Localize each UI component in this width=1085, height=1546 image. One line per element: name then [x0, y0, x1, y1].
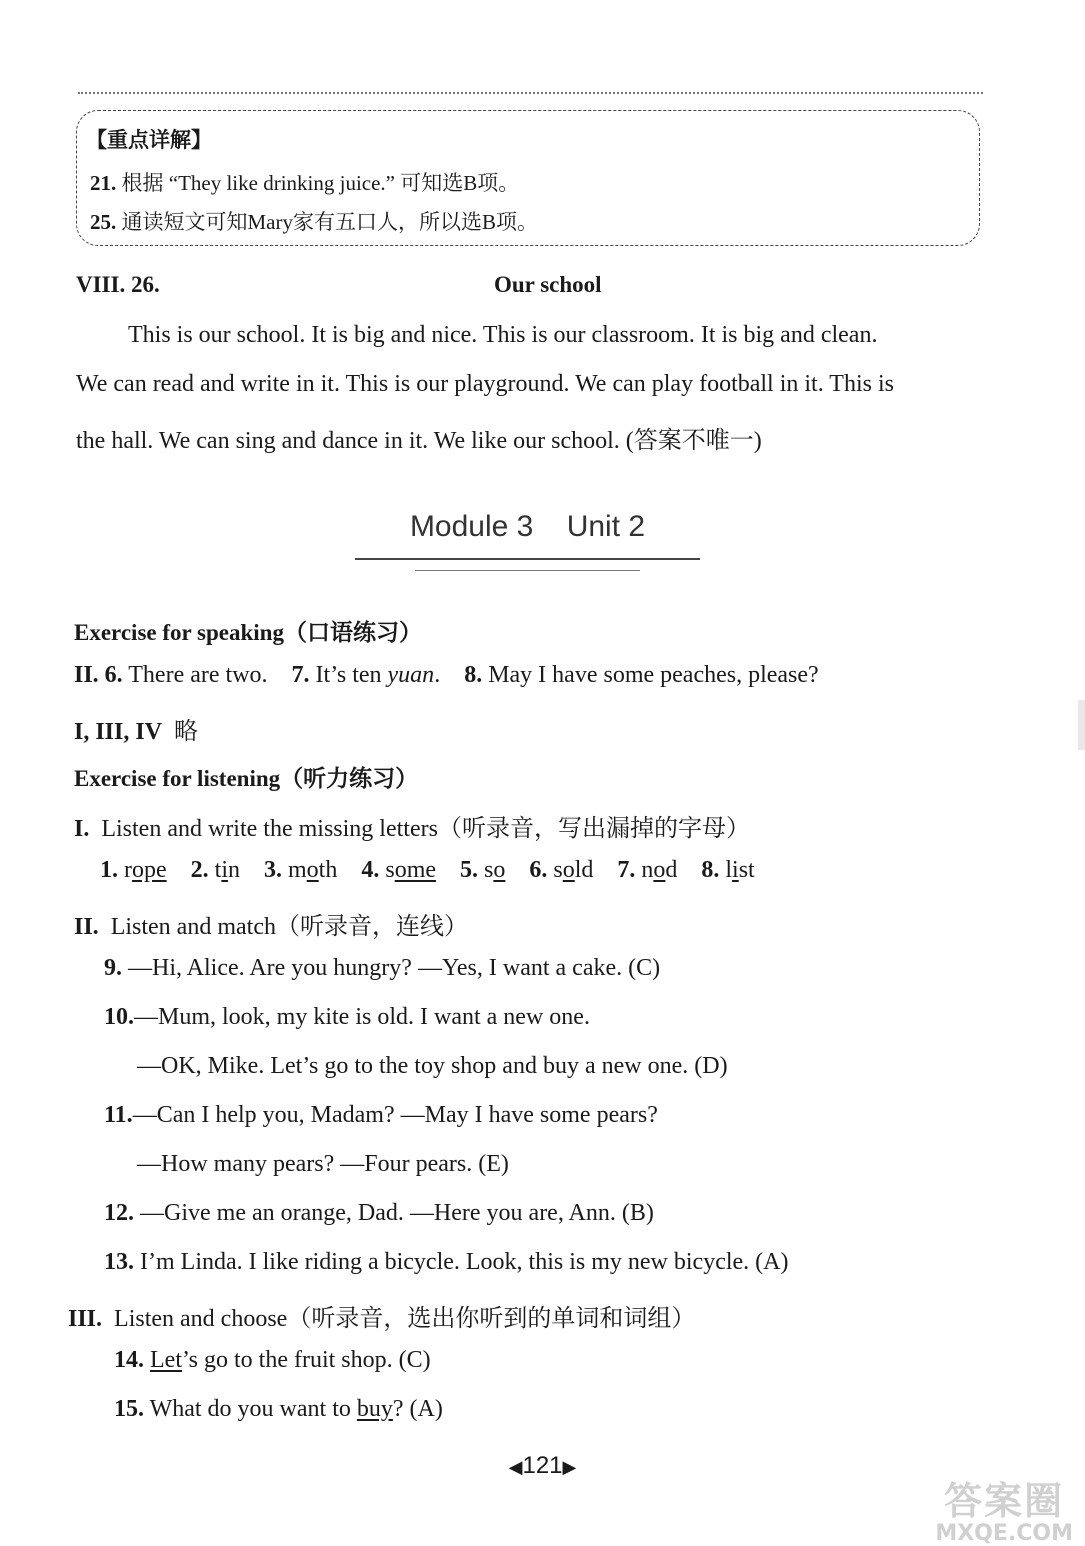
page-right-arrow-icon: ▶ — [562, 1457, 577, 1477]
essay-line-3: the hall. We can sing and dance in it. We like our school. (答案不唯一) — [76, 428, 762, 454]
missing-letters-answers — [100, 857, 779, 884]
speaking-heading: Exercise for speaking（口语练习） — [74, 620, 422, 645]
answer-12: 12. —Give me an orange, Dad. —Here you are, Ann. (B) — [104, 1200, 654, 1226]
answer-11-reply: —How many pears? —Four pears. (E) — [137, 1151, 509, 1177]
page-number: ◀121▶ — [508, 1452, 577, 1479]
speaking-other-answers: I, III, IV 略 — [74, 719, 199, 745]
word-suffix: th — [318, 857, 338, 883]
essay-line-1: This is our school. It is big and nice. This is our classroom. It is big and clean. — [128, 322, 878, 348]
answer-9: 9. —Hi, Alice. Are you hungry? —Yes, I want a cake. (C) — [104, 955, 661, 981]
listening-heading: Exercise for listening（听力练习） — [74, 766, 419, 791]
missing-letters: ope — [132, 857, 167, 883]
word-prefix: n — [641, 857, 654, 883]
word-prefix: s — [553, 857, 563, 883]
missing-letter-item — [264, 857, 337, 883]
answer-11: 11.—Can I help you, Madam? —May I have some pears? — [104, 1102, 658, 1128]
speaking-ii-answers: II. 6. There are two. 7. It’s ten yuan. 8. May I have some peaches, please? — [74, 662, 819, 688]
answer-14: 14. Let’s go to the fruit shop. (C) — [114, 1347, 431, 1373]
page-edge-mark — [1078, 700, 1085, 750]
key-point-21: 21. 根据 “They like drinking juice.” 可知选B项。 — [90, 171, 520, 195]
item-number: 1. — [100, 857, 124, 883]
word-suffix: ld — [574, 857, 594, 883]
top-dotted-divider — [78, 92, 983, 94]
missing-letter-item — [191, 857, 240, 883]
missing-letters: o — [493, 857, 506, 883]
listening-section-3: III. Listen and choose（听录音，选出你听到的单词和词组） — [68, 1306, 696, 1332]
module-title-underline — [355, 558, 700, 560]
missing-letters: o — [306, 857, 319, 883]
word-prefix: l — [725, 857, 733, 883]
module-title: Module 3 Unit 2 — [409, 510, 646, 543]
missing-letter-item — [100, 857, 167, 883]
missing-letters: o — [562, 857, 575, 883]
missing-letter-item — [701, 857, 754, 883]
page-left-arrow-icon: ◀ — [508, 1457, 523, 1477]
word-prefix: s — [484, 857, 494, 883]
listening-section-1: I. Listen and write the missing letters（听录音，写出漏掉的字母） — [74, 816, 750, 842]
word-suffix: d — [665, 857, 678, 883]
missing-letter-item — [460, 857, 505, 883]
missing-letters: ome — [394, 857, 437, 883]
missing-letters: i — [221, 857, 228, 883]
word-suffix: n — [228, 857, 240, 883]
item-number: 4. — [361, 857, 386, 883]
word-prefix: r — [124, 857, 132, 883]
listening-section-2: II. Listen and match（听录音，连线） — [74, 914, 468, 940]
essay-title: Our school — [494, 272, 602, 297]
answer-10-reply: —OK, Mike. Let’s go to the toy shop and buy a new one. (D) — [137, 1053, 728, 1079]
missing-letters: o — [653, 857, 666, 883]
item-number: 5. — [460, 857, 485, 883]
missing-letter-item — [617, 857, 677, 883]
item-number: 2. — [190, 857, 215, 883]
item-number: 8. — [701, 857, 726, 883]
item-number: 7. — [617, 857, 642, 883]
missing-letter-item — [361, 857, 436, 883]
missing-letter-item — [529, 857, 593, 883]
word-prefix: t — [214, 857, 222, 883]
module-title-subline — [415, 570, 640, 571]
watermark-logo: 答案圈 MXQE.COM — [935, 1479, 1073, 1546]
answer-15: 15. What do you want to buy? (A) — [114, 1396, 443, 1422]
item-number: 3. — [264, 857, 288, 883]
word-prefix: s — [385, 857, 395, 883]
item-number: 6. — [529, 857, 554, 883]
key-point-25: 25. 通读短文可知Mary家有五口人，所以选B项。 — [90, 210, 538, 234]
answer-10: 10.—Mum, look, my kite is old. I want a new one. — [104, 1004, 590, 1030]
missing-letters: i — [732, 857, 739, 883]
key-points-heading: 【重点详解】 — [86, 128, 212, 152]
word-prefix: m — [288, 857, 307, 883]
section-8-label: VIII. 26. — [76, 272, 160, 297]
essay-line-2: We can read and write in it. This is our playground. We can play football in it. This is — [76, 371, 894, 397]
word-suffix: st — [738, 857, 755, 883]
answer-13: 13. I’m Linda. I like riding a bicycle. Look, this is my new bicycle. (A) — [104, 1249, 789, 1275]
